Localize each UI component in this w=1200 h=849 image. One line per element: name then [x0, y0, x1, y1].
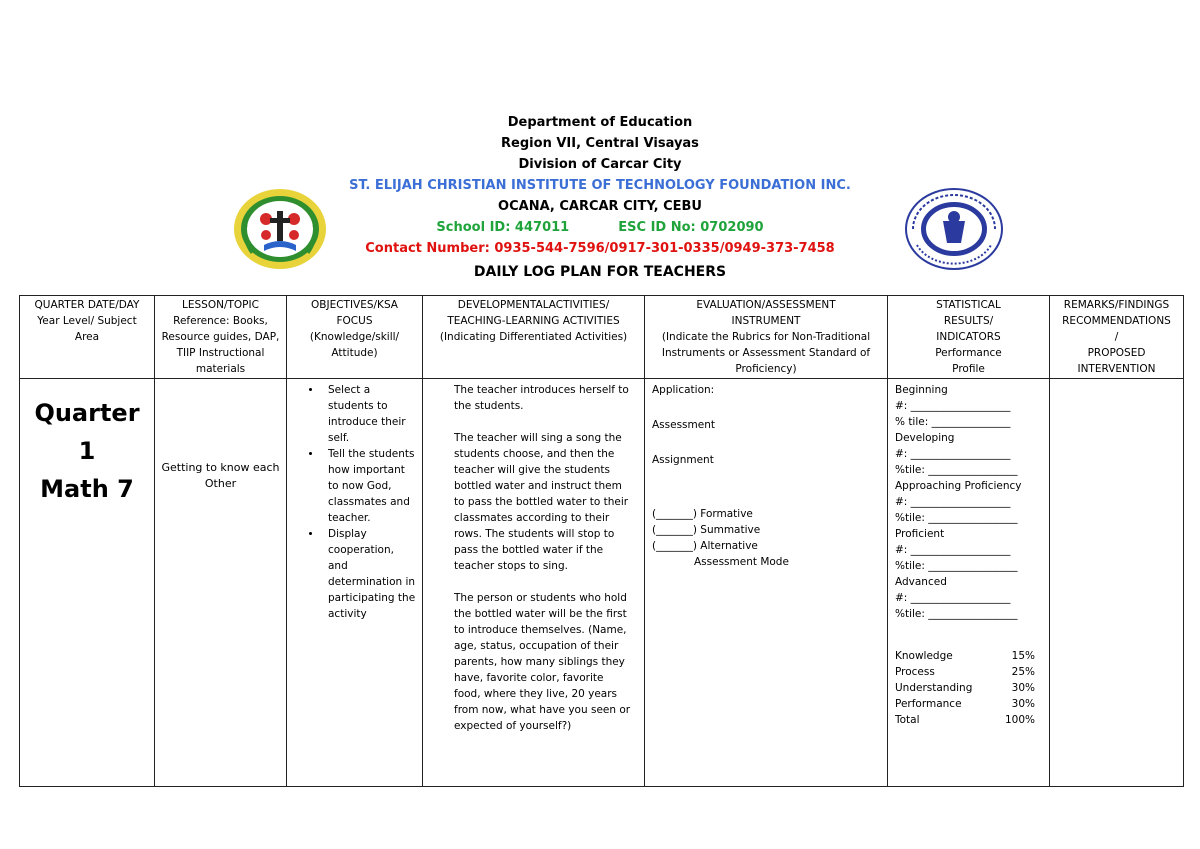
stat-proficient-count: #: ___________________ — [895, 544, 1011, 556]
weight-row: Total 100% — [895, 714, 1035, 726]
objective-item: • Tell the students how important to now God, classmates and teacher. — [322, 446, 417, 526]
weight-row: Process 25% — [895, 666, 1035, 678]
header-statistics: STATISTICAL RESULTS/ INDICATORS Performance Profile — [888, 296, 1050, 379]
objective-item: • Display cooperation, and determination in participating the activity — [322, 526, 417, 622]
header-ids — [0, 217, 1200, 238]
eval-assignment: Assignment — [652, 454, 714, 466]
header-activities: DEVELOPMENTALACTIVITIES/ TEACHING-LEARNING ACTIVITIES (Indicating Differentiated Activities) — [423, 296, 645, 379]
stat-advanced-count: #: ___________________ — [895, 592, 1011, 604]
eval-application: Application: — [652, 384, 715, 396]
header-remarks: REMARKS/FINDINGS RECOMMENDATIONS / PROPOSED INTERVENTION — [1050, 296, 1184, 379]
header-esc-id: ESC ID No: 0702090 — [618, 220, 764, 235]
topic-cell — [155, 379, 287, 787]
activity-paragraph: The teacher introduces herself to the students. — [454, 384, 629, 412]
header-address: OCANA, CARCAR CITY, CEBU — [498, 199, 702, 214]
quarter-label: Quarter — [34, 399, 140, 427]
evaluation-cell — [645, 379, 888, 787]
statistics-cell — [888, 379, 1050, 787]
stat-approaching-percentile: %tile: _________________ — [895, 512, 1018, 524]
header-school-id: School ID: 447011 — [436, 220, 570, 235]
activities-cell — [423, 379, 645, 787]
stat-advanced: Advanced — [895, 576, 947, 588]
document-header — [0, 112, 1200, 282]
eval-formative: (_______) Formative — [652, 508, 753, 520]
header-contact: Contact Number: 0935-544-7596/0917-301-0335/0949-373-7458 — [365, 241, 835, 256]
stat-approaching: Approaching Proficiency — [895, 480, 1022, 492]
activity-paragraph: The teacher will sing a song the students choose, and then the teacher will give the students bottled water and instruct them to pass the bottled water to their classmates according to their rows. The students will stop to pass the bottled water if the teacher stops to sing. — [454, 432, 629, 572]
weight-row: Knowledge 15% — [895, 650, 1035, 662]
objective-item: • Select a students to introduce their self. — [322, 382, 417, 446]
stat-beginning: Beginning — [895, 384, 948, 396]
table-header-row — [20, 296, 1184, 379]
header-division: Division of Carcar City — [518, 157, 682, 172]
quarter-cell — [20, 379, 155, 787]
header-evaluation: EVALUATION/ASSESSMENT INSTRUMENT (Indicate the Rubrics for Non-Traditional Instruments or Assessment Standard of Proficiency) — [645, 296, 888, 379]
lesson-topic: Getting to know each Other — [161, 461, 280, 490]
stat-beginning-percentile: % tile: _______________ — [895, 416, 1011, 428]
stat-developing-count: #: ___________________ — [895, 448, 1011, 460]
stat-proficient: Proficient — [895, 528, 945, 540]
objectives-cell — [287, 379, 423, 787]
stat-proficient-percentile: %tile: _________________ — [895, 560, 1018, 572]
eval-assessment: Assessment — [652, 419, 715, 431]
daily-log-table — [19, 295, 1184, 787]
header-lesson: LESSON/TOPIC Reference: Books, Resource guides, DAP, TIIP Instructional materials — [155, 296, 287, 379]
header-school-name: ST. ELIJAH CHRISTIAN INSTITUTE OF TECHNOLOGY FOUNDATION INC. — [349, 178, 851, 193]
subject-label: Math 7 — [40, 475, 134, 503]
header-department: Department of Education — [507, 115, 693, 130]
weight-row: Understanding 30% — [895, 682, 1035, 694]
header-region: Region VII, Central Visayas — [501, 136, 699, 151]
table-row — [20, 379, 1184, 787]
weight-row: Performance 30% — [895, 698, 1035, 710]
stat-developing: Developing — [895, 432, 955, 444]
header-quarter: QUARTER DATE/DAY Year Level/ Subject Area — [20, 296, 155, 379]
stat-approaching-count: #: ___________________ — [895, 496, 1011, 508]
quarter-number: 1 — [78, 437, 96, 465]
eval-assessment-mode: Assessment Mode — [694, 556, 789, 568]
remarks-cell — [1050, 379, 1184, 787]
activity-paragraph: The person or students who hold the bottled water will be the first to introduce themselves. (Name, age, status, occupation of their parents, how many siblings they have, favorite color, favorite food, where they live, 20 years from now, what have you seen or expected of yourself?) — [454, 592, 631, 732]
stat-beginning-count: #: ___________________ — [895, 400, 1011, 412]
page-title: DAILY LOG PLAN FOR TEACHERS — [473, 264, 727, 280]
eval-summative: (_______) Summative — [652, 524, 761, 536]
stat-developing-percentile: %tile: _________________ — [895, 464, 1018, 476]
eval-alternative: (_______) Alternative — [652, 540, 758, 552]
stat-advanced-percentile: %tile: _________________ — [895, 608, 1018, 620]
header-objectives: OBJECTIVES/KSA FOCUS (Knowledge/skill/ Attitude) — [287, 296, 423, 379]
